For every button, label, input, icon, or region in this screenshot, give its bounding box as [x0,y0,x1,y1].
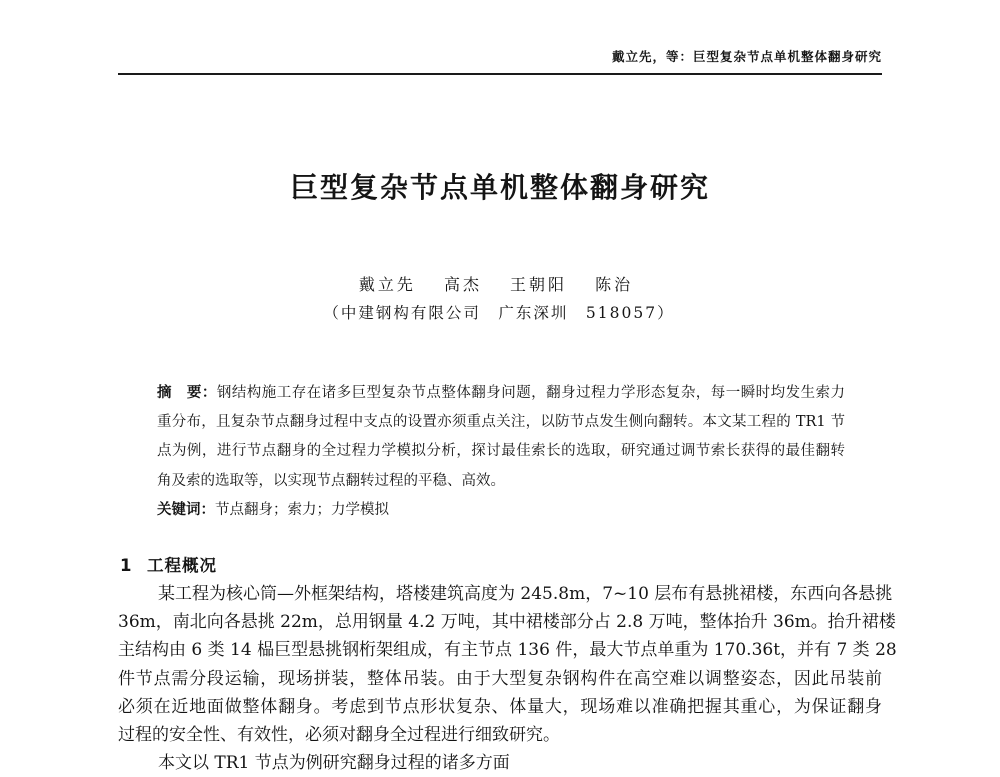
keywords-label: 关键词： [157,501,215,518]
abstract-line [157,408,845,437]
section-heading [120,555,217,577]
body-line: 36m，南北向各悬挑 22m，总用钢量 4.2 万吨，其中裙楼部分占 2.8 万吨，整体抬升 36m。抬升裙楼 [118,612,896,633]
body-line: 本文以 TR1 节点为例研究翻身过程的诸多方面 [158,753,510,774]
author-name: 陈治 [595,275,634,294]
paper-title: 巨型复杂节点单机整体翻身研究 [289,171,710,204]
body-line: 必须在近地面做整体翻身。考虑到节点形状复杂、体量大，现场难以准确把握其重心，为保证翻身 [118,696,882,717]
keywords [157,496,845,525]
affiliation: （中建钢构有限公司 广东深圳 518057） [323,304,675,322]
abstract-text: 重分布，且复杂节点翻身过程中支点的设置亦须重点关注，以防节点发生侧向翻转。本文某工程的 TR1 节 [157,414,845,431]
abstract-line [157,379,845,408]
abstract-text: 点为例，进行节点翻身的全过程力学模拟分析，探讨最佳索长的选取，研究通过调节索长获得的最佳翻转 [157,443,845,460]
author-list [0,274,992,296]
body-line: 主结构由 6 类 14 榀巨型悬挑钢桁架组成，有主节点 136 件，最大节点单重为 170.36t，并有 7 类 28 [118,640,897,661]
body-line: 某工程为核心筒—外框架结构，塔楼建筑高度为 245.8m，7~10 层布有悬挑裙楼，东西向各悬挑 [158,584,893,604]
abstract-line [157,467,845,496]
abstract-text: 角及索的选取等，以实现节点翻转过程的平稳、高效。 [157,472,505,489]
author-name: 高杰 [443,275,482,294]
author-name: 戴立先 [358,275,416,294]
header-rule [118,73,882,75]
abstract-line [157,437,845,466]
keywords-text: 节点翻身；索力；力学模拟 [215,501,389,518]
running-header: 戴立先，等：巨型复杂节点单机整体翻身研究 [611,49,882,64]
abstract [157,379,845,525]
author-name: 王朝阳 [510,275,568,294]
section-title: 工程概况 [147,556,217,575]
section-number: 1 [120,556,132,575]
abstract-label: 摘 要： [157,385,217,401]
body-line: 过程的安全性、有效性，必须对翻身全过程进行细致研究。 [118,725,560,746]
section-body [118,580,897,774]
abstract-text: 钢结构施工存在诸多巨型复杂节点整体翻身问题，翻身过程力学形态复杂，每一瞬时均发生索力 [216,385,846,401]
body-line: 件节点需分段运输，现场拼装，整体吊装。由于大型复杂钢构件在高空难以调整姿态，因此吊装前 [118,668,882,689]
